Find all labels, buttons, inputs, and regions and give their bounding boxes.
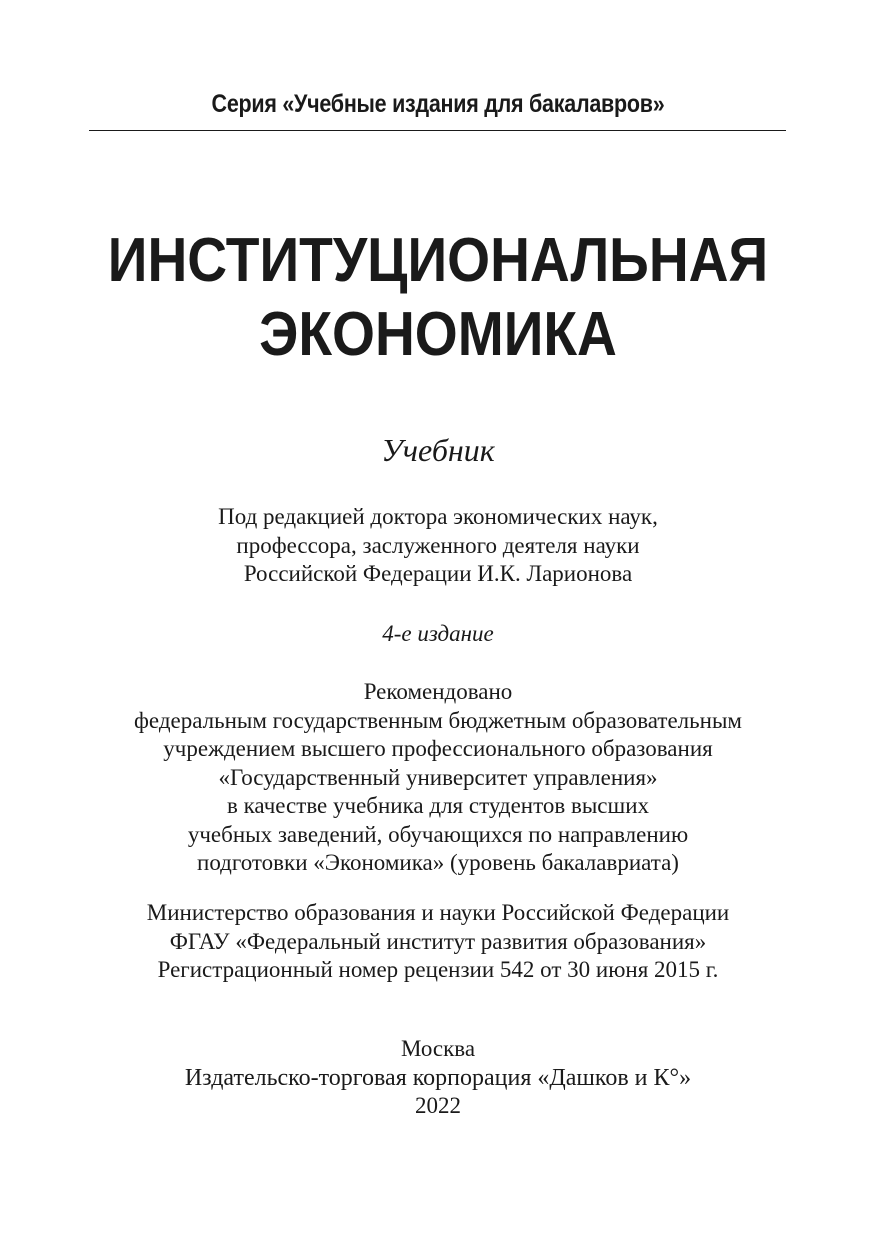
imprint-city: Москва: [400, 1036, 476, 1061]
recommendation-line: учебных заведений, обучающихся по направлению: [187, 821, 689, 847]
editor-line: Под редакцией доктора экономических наук,: [218, 504, 658, 529]
recommendation-line: подготовки «Экономика» (уровень бакалавриата): [197, 850, 679, 875]
recommendation-line: Рекомендовано: [363, 679, 513, 704]
edition-label: 4-е издание: [382, 621, 494, 646]
recommendation-line: учреждением высшего профессионального образования: [163, 736, 713, 761]
recommendation-line: «Государственный университет управления»: [218, 764, 658, 790]
book-title-line-1: ИНСТИТУЦИОНАЛЬНАЯ: [107, 226, 769, 295]
ministry-block: [0, 899, 876, 985]
header-divider: [89, 130, 786, 131]
editor-block: [0, 503, 876, 589]
editor-line: Российской Федерации И.К. Ларионова: [243, 561, 633, 586]
series-heading: Серия «Учебные издания для бакалавров»: [211, 90, 665, 118]
imprint-year: 2022: [415, 1093, 461, 1118]
ministry-line: ФГАУ «Федеральный институт развития образования»: [169, 928, 707, 954]
ministry-line: Регистрационный номер рецензии 542 от 30 июня 2015 г.: [157, 957, 719, 982]
ministry-line: Министерство образования и науки Российской Федерации: [146, 900, 730, 925]
imprint-publisher: Издательско-торговая корпорация «Дашков и К°»: [184, 1064, 692, 1091]
book-type: Учебник: [381, 432, 495, 468]
recommendation-block: [0, 678, 876, 878]
imprint-block: [0, 1035, 876, 1121]
editor-line: профессора, заслуженного деятеля науки: [236, 532, 640, 558]
recommendation-line: федеральным государственным бюджетным образовательным: [134, 707, 742, 733]
book-title-line-2: ЭКОНОМИКА: [259, 300, 617, 369]
recommendation-line: в качестве учебника для студентов высших: [226, 793, 650, 818]
